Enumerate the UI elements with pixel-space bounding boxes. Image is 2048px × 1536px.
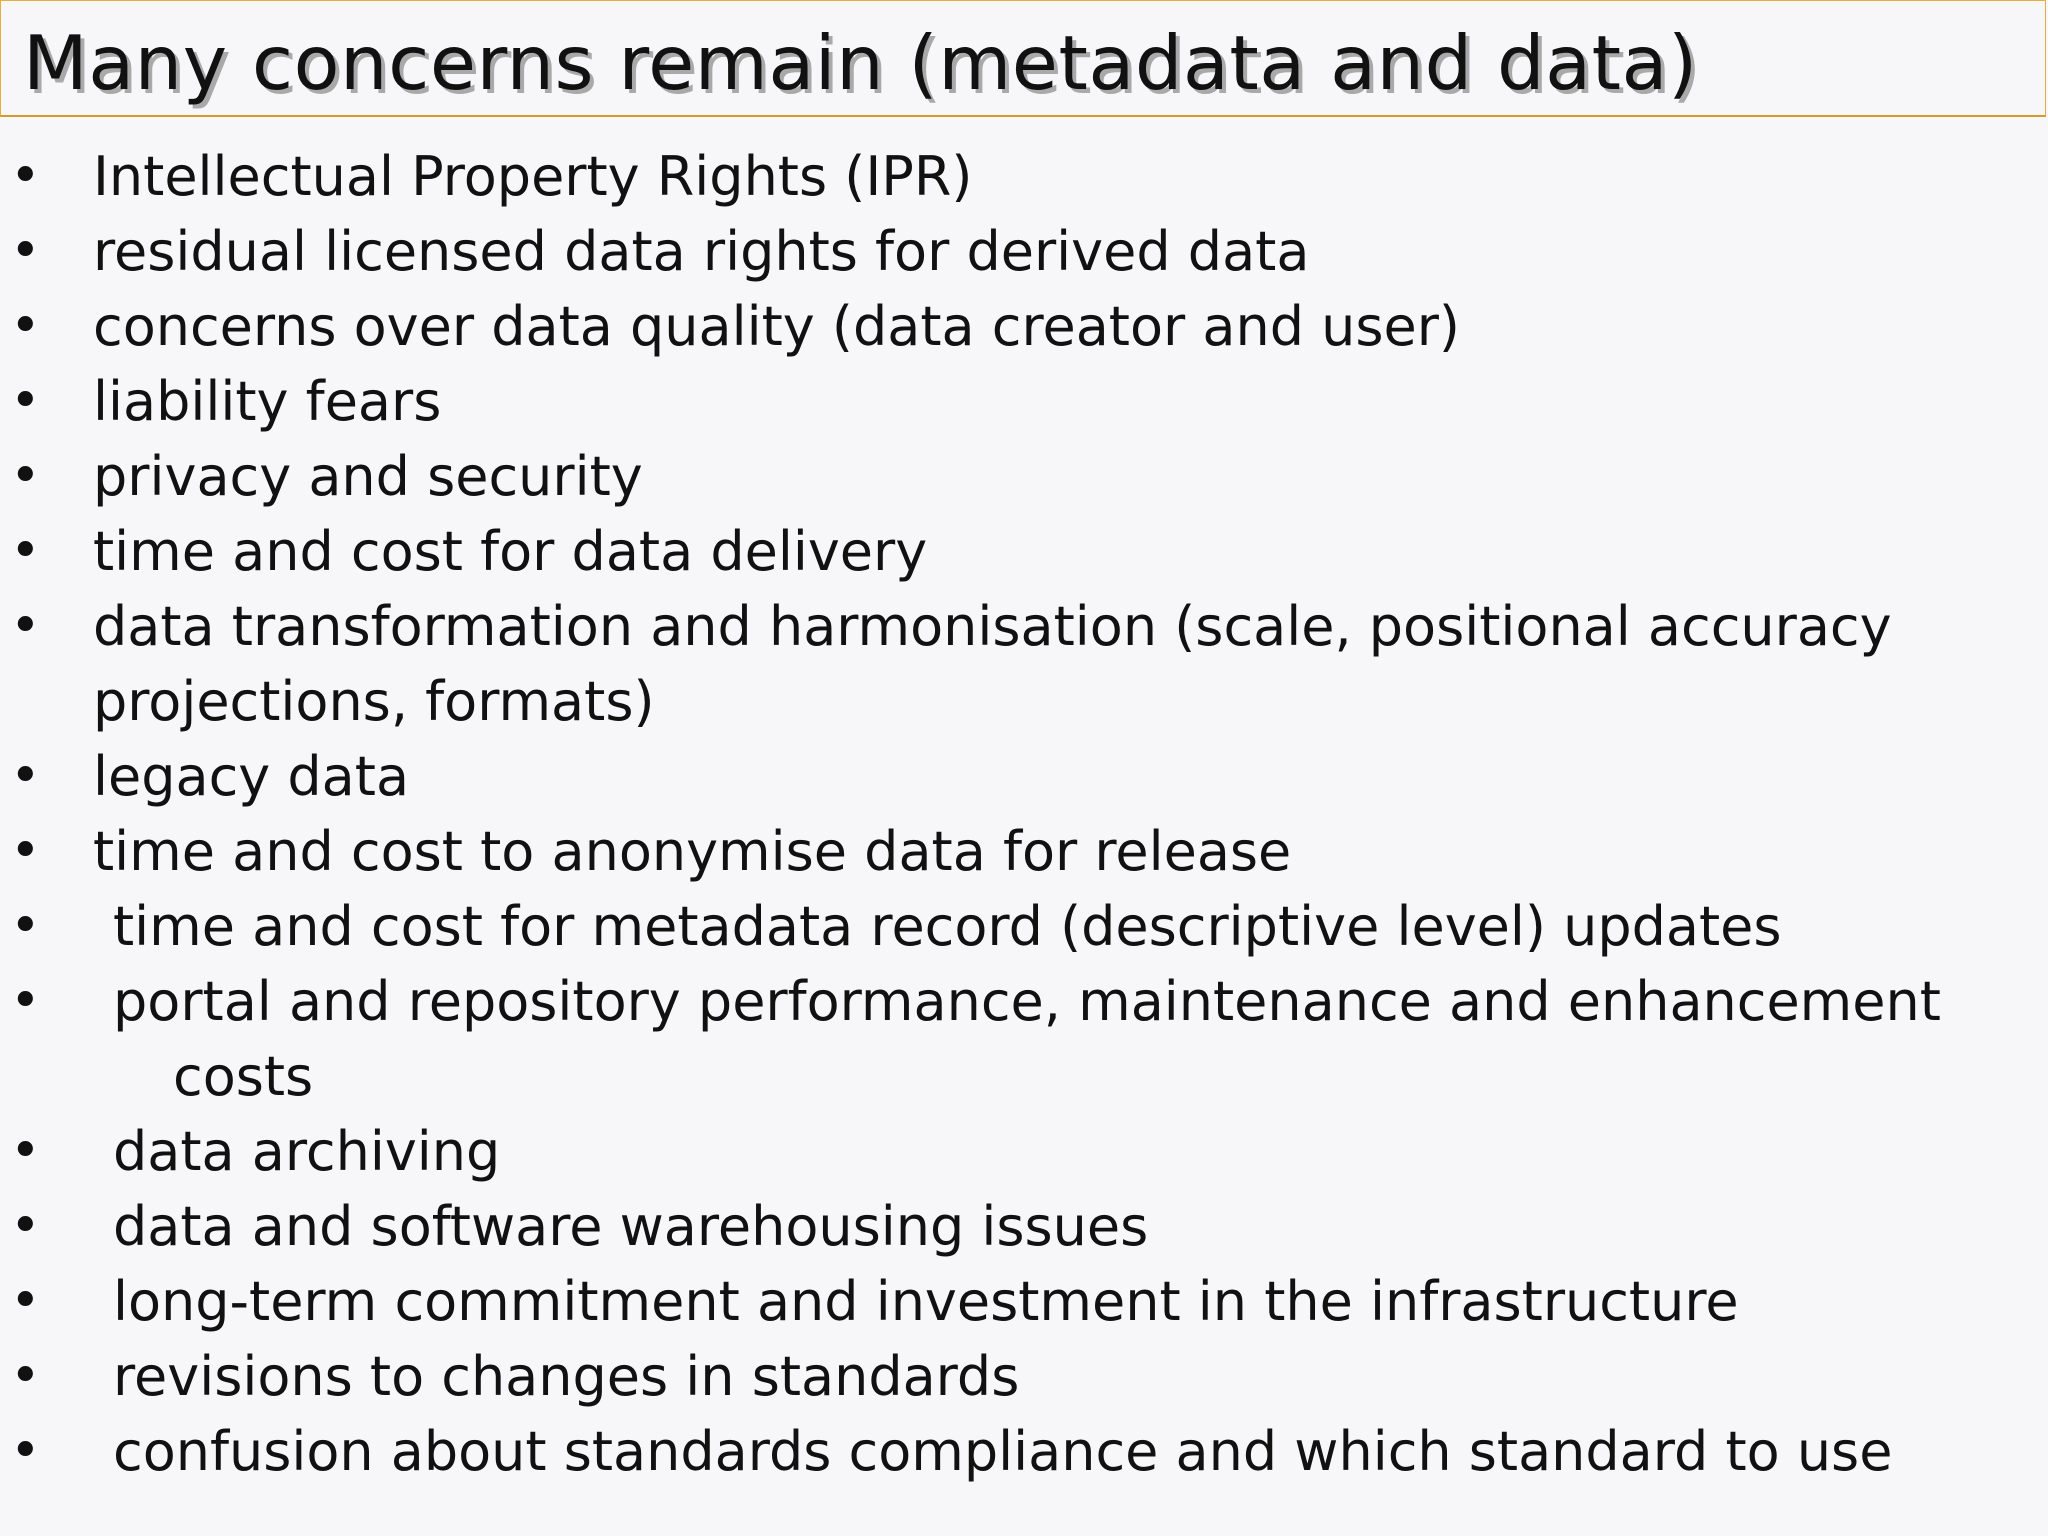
bullet-text: data transformation and harmonisation (scale, positional accuracy [93, 595, 1892, 658]
bullet-icon: • [10, 896, 41, 956]
bullet-text: data archiving [113, 1120, 501, 1183]
list-item [0, 214, 2048, 289]
bullet-icon: • [10, 221, 41, 281]
bullet-icon: • [10, 1271, 41, 1331]
bullet-text: privacy and security [93, 445, 643, 508]
list-item [0, 364, 2048, 439]
bullet-icon: • [10, 446, 41, 506]
bullet-text: data and software warehousing issues [113, 1195, 1149, 1258]
list-item [0, 1264, 2048, 1339]
slide-title: Many concerns remain (metadata and data) [23, 19, 1698, 107]
bullet-icon: • [10, 1196, 41, 1256]
bullet-icon: • [10, 821, 41, 881]
bullet-text: time and cost for metadata record (descriptive level) updates [113, 895, 1782, 958]
list-item [0, 1339, 2048, 1414]
bullet-icon: • [10, 296, 41, 356]
bullet-icon: • [10, 1421, 41, 1481]
bullet-text-continuation: projections, formats) [93, 670, 655, 733]
bullet-icon: • [10, 596, 41, 656]
bullet-icon: • [10, 371, 41, 431]
bullet-icon: • [10, 521, 41, 581]
title-bar [0, 0, 2046, 117]
bullet-icon: • [10, 146, 41, 206]
list-item [0, 1114, 2048, 1189]
list-item [0, 439, 2048, 514]
bullet-text: long-term commitment and investment in the infrastructure [113, 1270, 1739, 1333]
list-item [0, 514, 2048, 589]
bullet-icon: • [10, 746, 41, 806]
bullet-text: legacy data [93, 745, 410, 808]
bullet-text: concerns over data quality (data creator and user) [93, 295, 1460, 358]
list-item [0, 1189, 2048, 1264]
bullet-text: portal and repository performance, maintenance and enhancement [113, 970, 1941, 1033]
bullet-text-continuation: costs [173, 1045, 314, 1108]
list-item [0, 814, 2048, 889]
list-item [0, 139, 2048, 214]
list-item [0, 889, 2048, 964]
bullet-text: revisions to changes in standards [113, 1345, 1020, 1408]
bullet-text: liability fears [93, 370, 442, 433]
list-item [0, 739, 2048, 814]
list-item [0, 589, 2048, 739]
list-item [0, 289, 2048, 364]
bullet-text: time and cost to anonymise data for release [93, 820, 1292, 883]
bullet-icon: • [10, 1346, 41, 1406]
list-item [0, 1414, 2048, 1489]
bullet-icon: • [10, 1121, 41, 1181]
bullet-icon: • [10, 971, 41, 1031]
bullet-text: time and cost for data delivery [93, 520, 928, 583]
list-item [0, 964, 2048, 1114]
bullet-text: Intellectual Property Rights (IPR) [93, 145, 973, 208]
bullet-text: confusion about standards compliance and which standard to use [113, 1420, 1893, 1483]
bullet-text: residual licensed data rights for derived data [93, 220, 1310, 283]
